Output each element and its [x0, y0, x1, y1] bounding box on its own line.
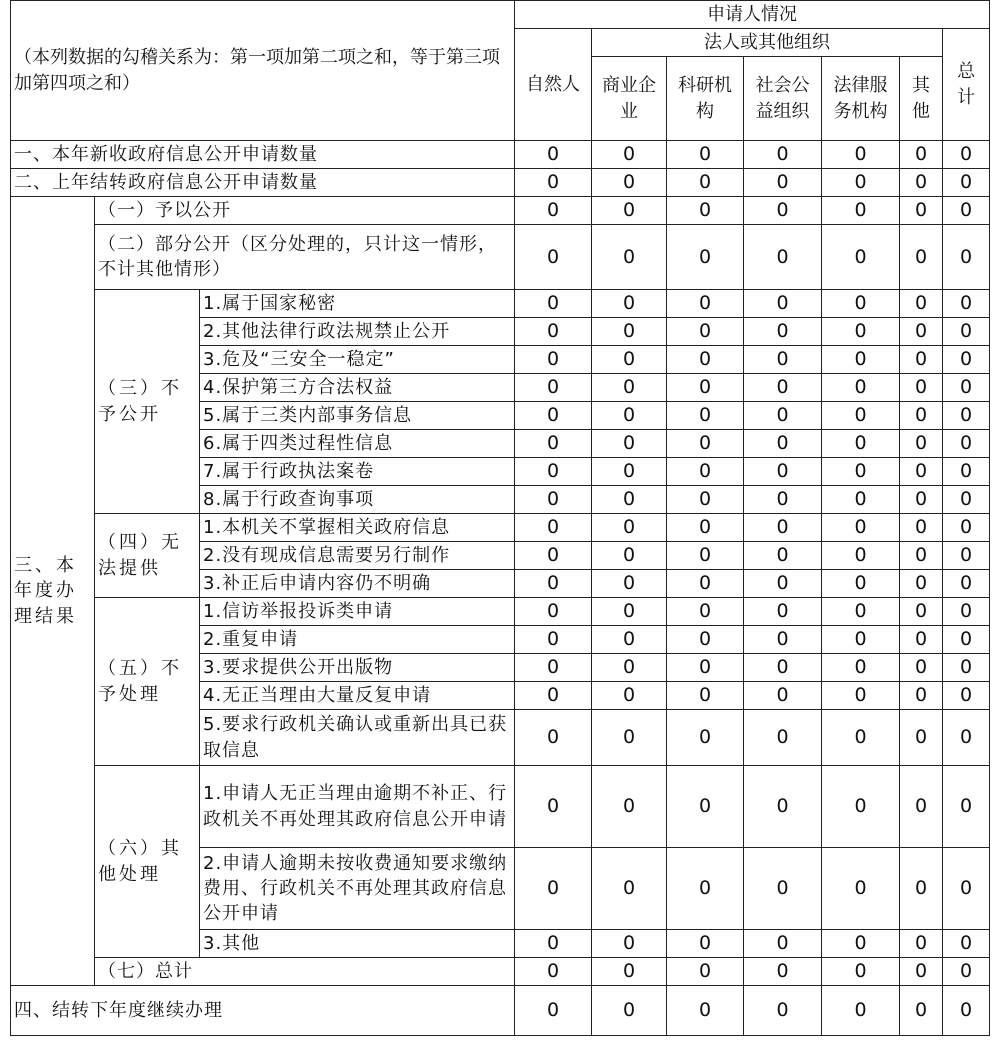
value-cell: 0	[900, 542, 943, 570]
value-cell: 0	[515, 682, 592, 710]
value-cell: 0	[822, 514, 900, 542]
value-cell: 0	[592, 197, 667, 225]
value-cell: 0	[943, 402, 990, 430]
value-cell: 0	[900, 197, 943, 225]
value-cell: 0	[667, 458, 744, 486]
item-label: 1.本机关不掌握相关政府信息	[200, 514, 515, 542]
item-label: 6.属于四类过程性信息	[200, 430, 515, 458]
value-cell: 0	[515, 318, 592, 346]
value-cell: 0	[515, 930, 592, 958]
value-cell: 0	[822, 458, 900, 486]
value-cell: 0	[744, 374, 822, 402]
value-cell: 0	[744, 682, 822, 710]
value-cell: 0	[667, 346, 744, 374]
value-cell: 0	[822, 225, 900, 290]
value-cell: 0	[515, 458, 592, 486]
value-cell: 0	[822, 958, 900, 986]
value-cell: 0	[900, 458, 943, 486]
value-cell: 0	[900, 930, 943, 958]
value-cell: 0	[744, 346, 822, 374]
value-cell: 0	[592, 169, 667, 197]
value-cell: 0	[744, 930, 822, 958]
value-cell: 0	[592, 710, 667, 766]
item-label: 1.信访举报投诉类申请	[200, 598, 515, 626]
value-cell: 0	[515, 570, 592, 598]
value-cell: 0	[744, 958, 822, 986]
table-row	[11, 225, 990, 290]
row-label: 四、结转下年度继续办理	[11, 986, 515, 1036]
value-cell: 0	[667, 402, 744, 430]
value-cell: 0	[943, 318, 990, 346]
value-cell: 0	[943, 169, 990, 197]
value-cell: 0	[744, 626, 822, 654]
value-cell: 0	[822, 654, 900, 682]
value-cell: 0	[943, 514, 990, 542]
value-cell: 0	[900, 486, 943, 514]
value-cell: 0	[515, 986, 592, 1036]
value-cell: 0	[667, 626, 744, 654]
gov-info-disclosure-table	[10, 0, 990, 1036]
row-label: 一、本年新收政府信息公开申请数量	[11, 141, 515, 169]
value-cell: 0	[744, 225, 822, 290]
value-cell: 0	[515, 197, 592, 225]
value-cell: 0	[744, 542, 822, 570]
value-cell: 0	[744, 141, 822, 169]
value-cell: 0	[822, 318, 900, 346]
value-cell: 0	[822, 141, 900, 169]
value-cell: 0	[667, 958, 744, 986]
value-cell: 0	[515, 225, 592, 290]
header-note: （本列数据的勾稽关系为：第一项加第二项之和，等于第三项加第四项之和）	[11, 1, 515, 141]
table-row	[11, 514, 990, 542]
table-row	[11, 169, 990, 197]
value-cell: 0	[744, 986, 822, 1036]
value-cell: 0	[515, 710, 592, 766]
value-cell: 0	[822, 710, 900, 766]
item-label: 2.没有现成信息需要另行制作	[200, 542, 515, 570]
item-label: 4.保护第三方合法权益	[200, 374, 515, 402]
value-cell: 0	[592, 766, 667, 848]
value-cell: 0	[900, 682, 943, 710]
value-cell: 0	[900, 514, 943, 542]
value-cell: 0	[667, 570, 744, 598]
value-cell: 0	[900, 598, 943, 626]
value-cell: 0	[900, 402, 943, 430]
value-cell: 0	[822, 374, 900, 402]
value-cell: 0	[515, 654, 592, 682]
value-cell: 0	[822, 486, 900, 514]
item-label: 3.要求提供公开出版物	[200, 654, 515, 682]
value-cell: 0	[515, 486, 592, 514]
value-cell: 0	[667, 766, 744, 848]
value-cell: 0	[822, 848, 900, 930]
value-cell: 0	[822, 626, 900, 654]
header-col-commercial: 商业企业	[592, 57, 667, 141]
group-label: （五）不予处理	[95, 598, 200, 766]
value-cell: 0	[667, 514, 744, 542]
value-cell: 0	[667, 430, 744, 458]
value-cell: 0	[943, 486, 990, 514]
value-cell: 0	[592, 402, 667, 430]
value-cell: 0	[900, 225, 943, 290]
group-label: （七）总计	[95, 958, 515, 986]
value-cell: 0	[744, 570, 822, 598]
value-cell: 0	[744, 290, 822, 318]
item-label: 1.申请人无正当理由逾期不补正、行政机关不再处理其政府信息公开申请	[200, 766, 515, 848]
value-cell: 0	[943, 458, 990, 486]
item-label: 3.危及“三安全一稳定”	[200, 346, 515, 374]
header-col-public-welfare: 社会公益组织	[744, 57, 822, 141]
value-cell: 0	[943, 986, 990, 1036]
value-cell: 0	[822, 197, 900, 225]
value-cell: 0	[744, 402, 822, 430]
value-cell: 0	[822, 169, 900, 197]
value-cell: 0	[515, 514, 592, 542]
value-cell: 0	[822, 570, 900, 598]
value-cell: 0	[744, 486, 822, 514]
value-cell: 0	[900, 570, 943, 598]
value-cell: 0	[667, 290, 744, 318]
value-cell: 0	[943, 958, 990, 986]
table-row	[11, 958, 990, 986]
value-cell: 0	[592, 225, 667, 290]
value-cell: 0	[900, 958, 943, 986]
item-label: 7.属于行政执法案卷	[200, 458, 515, 486]
value-cell: 0	[667, 169, 744, 197]
value-cell: 0	[515, 598, 592, 626]
item-label: 2.其他法律行政法规禁止公开	[200, 318, 515, 346]
value-cell: 0	[515, 141, 592, 169]
value-cell: 0	[822, 290, 900, 318]
value-cell: 0	[943, 346, 990, 374]
header-col-legal-service: 法律服务机构	[822, 57, 900, 141]
value-cell: 0	[667, 682, 744, 710]
value-cell: 0	[822, 766, 900, 848]
value-cell: 0	[943, 570, 990, 598]
table-row	[11, 766, 990, 848]
group-label: （三）不予公开	[95, 290, 200, 514]
value-cell: 0	[592, 141, 667, 169]
header-total: 总计	[943, 29, 990, 141]
group-label: （一）予以公开	[95, 197, 515, 225]
value-cell: 0	[744, 458, 822, 486]
item-label: 8.属于行政查询事项	[200, 486, 515, 514]
value-cell: 0	[592, 598, 667, 626]
value-cell: 0	[592, 848, 667, 930]
value-cell: 0	[592, 318, 667, 346]
value-cell: 0	[943, 430, 990, 458]
value-cell: 0	[943, 598, 990, 626]
group-label: （二）部分公开（区分处理的，只计这一情形，不计其他情形）	[95, 225, 515, 290]
value-cell: 0	[943, 654, 990, 682]
value-cell: 0	[667, 848, 744, 930]
value-cell: 0	[822, 402, 900, 430]
value-cell: 0	[943, 848, 990, 930]
value-cell: 0	[943, 141, 990, 169]
value-cell: 0	[943, 542, 990, 570]
value-cell: 0	[744, 197, 822, 225]
item-label: 5.属于三类内部事务信息	[200, 402, 515, 430]
item-label: 1.属于国家秘密	[200, 290, 515, 318]
value-cell: 0	[900, 346, 943, 374]
table-row	[11, 598, 990, 626]
value-cell: 0	[943, 626, 990, 654]
value-cell: 0	[744, 766, 822, 848]
value-cell: 0	[515, 346, 592, 374]
value-cell: 0	[667, 654, 744, 682]
value-cell: 0	[667, 197, 744, 225]
item-label: 2.重复申请	[200, 626, 515, 654]
table-row	[11, 290, 990, 318]
value-cell: 0	[515, 958, 592, 986]
value-cell: 0	[592, 986, 667, 1036]
value-cell: 0	[900, 290, 943, 318]
value-cell: 0	[900, 986, 943, 1036]
group-label: （六）其他处理	[95, 766, 200, 958]
value-cell: 0	[822, 930, 900, 958]
value-cell: 0	[592, 430, 667, 458]
value-cell: 0	[515, 542, 592, 570]
item-label: 2.申请人逾期未按收费通知要求缴纳费用、行政机关不再处理其政府信息公开申请	[200, 848, 515, 930]
value-cell: 0	[667, 986, 744, 1036]
value-cell: 0	[900, 848, 943, 930]
value-cell: 0	[822, 598, 900, 626]
value-cell: 0	[744, 514, 822, 542]
value-cell: 0	[943, 290, 990, 318]
row-label: 二、上年结转政府信息公开申请数量	[11, 169, 515, 197]
value-cell: 0	[592, 486, 667, 514]
value-cell: 0	[900, 169, 943, 197]
value-cell: 0	[943, 682, 990, 710]
value-cell: 0	[744, 654, 822, 682]
value-cell: 0	[592, 930, 667, 958]
value-cell: 0	[515, 374, 592, 402]
value-cell: 0	[744, 169, 822, 197]
value-cell: 0	[667, 374, 744, 402]
value-cell: 0	[943, 710, 990, 766]
value-cell: 0	[900, 430, 943, 458]
value-cell: 0	[822, 346, 900, 374]
value-cell: 0	[592, 346, 667, 374]
value-cell: 0	[822, 682, 900, 710]
value-cell: 0	[943, 766, 990, 848]
value-cell: 0	[744, 430, 822, 458]
value-cell: 0	[667, 318, 744, 346]
value-cell: 0	[900, 141, 943, 169]
item-label: 4.无正当理由大量反复申请	[200, 682, 515, 710]
value-cell: 0	[822, 986, 900, 1036]
value-cell: 0	[515, 430, 592, 458]
value-cell: 0	[900, 374, 943, 402]
value-cell: 0	[592, 458, 667, 486]
value-cell: 0	[515, 848, 592, 930]
value-cell: 0	[667, 710, 744, 766]
item-label: 3.补正后申请内容仍不明确	[200, 570, 515, 598]
value-cell: 0	[744, 318, 822, 346]
table-row	[11, 197, 990, 225]
value-cell: 0	[515, 766, 592, 848]
value-cell: 0	[822, 542, 900, 570]
value-cell: 0	[943, 197, 990, 225]
table-row	[11, 986, 990, 1036]
value-cell: 0	[900, 318, 943, 346]
value-cell: 0	[900, 626, 943, 654]
value-cell: 0	[822, 430, 900, 458]
value-cell: 0	[667, 598, 744, 626]
value-cell: 0	[667, 141, 744, 169]
value-cell: 0	[744, 598, 822, 626]
value-cell: 0	[515, 402, 592, 430]
header-natural-person: 自然人	[515, 29, 592, 141]
header-col-research: 科研机构	[667, 57, 744, 141]
value-cell: 0	[515, 169, 592, 197]
value-cell: 0	[592, 290, 667, 318]
item-label: 5.要求行政机关确认或重新出具已获取信息	[200, 710, 515, 766]
table-row	[11, 141, 990, 169]
section-3-label: 三、本年度办理结果	[11, 197, 95, 986]
value-cell: 0	[592, 514, 667, 542]
value-cell: 0	[667, 225, 744, 290]
value-cell: 0	[515, 290, 592, 318]
value-cell: 0	[900, 710, 943, 766]
value-cell: 0	[943, 930, 990, 958]
value-cell: 0	[592, 542, 667, 570]
value-cell: 0	[592, 374, 667, 402]
header-legal-entity: 法人或其他组织	[592, 29, 943, 57]
value-cell: 0	[744, 848, 822, 930]
value-cell: 0	[744, 710, 822, 766]
value-cell: 0	[943, 374, 990, 402]
header-applicant: 申请人情况	[515, 1, 990, 29]
value-cell: 0	[667, 542, 744, 570]
value-cell: 0	[592, 626, 667, 654]
value-cell: 0	[515, 626, 592, 654]
value-cell: 0	[592, 682, 667, 710]
value-cell: 0	[900, 654, 943, 682]
value-cell: 0	[592, 570, 667, 598]
value-cell: 0	[667, 930, 744, 958]
value-cell: 0	[667, 486, 744, 514]
value-cell: 0	[900, 766, 943, 848]
header-col-other: 其他	[900, 57, 943, 141]
group-label: （四）无法提供	[95, 514, 200, 598]
item-label: 3.其他	[200, 930, 515, 958]
value-cell: 0	[943, 225, 990, 290]
value-cell: 0	[592, 958, 667, 986]
value-cell: 0	[592, 654, 667, 682]
